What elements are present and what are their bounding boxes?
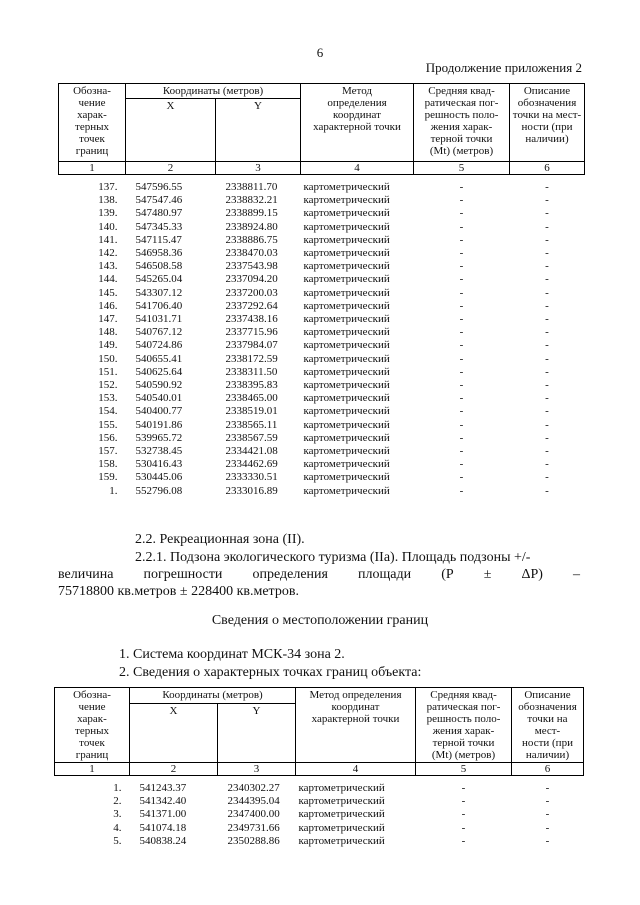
table-row — [59, 300, 585, 313]
y-coordinate-cell: 2338924.80 — [225, 220, 278, 233]
error-cell: - — [459, 313, 464, 326]
x-coordinate-cell: 539965.72 — [135, 431, 183, 444]
description-cell: - — [545, 379, 549, 392]
error-cell: - — [459, 431, 464, 444]
table-row — [59, 339, 585, 352]
y-coordinate-cell: 2338899.15 — [225, 207, 278, 220]
description-cell: - — [545, 484, 549, 497]
description-cell: - — [545, 782, 550, 794]
method-cell: картометрический — [303, 260, 390, 273]
point-number-cell: 155. — [98, 418, 118, 431]
method-cell: картометрический — [298, 821, 385, 834]
description-cell: - — [545, 392, 549, 405]
column-number: 4 — [296, 763, 416, 776]
error-cell: - — [461, 795, 466, 808]
y-coordinate-cell: 2349731.66 — [227, 821, 280, 834]
continuation-label: Продолжение приложения 2 — [425, 60, 582, 75]
list-item: 1. Система координат МСК-34 зона 2. — [119, 647, 345, 662]
y-coordinate-cell: 2338832.21 — [225, 194, 278, 207]
method-cell: картометрический — [303, 392, 390, 405]
description-cell: - — [545, 458, 549, 471]
column-number: 6 — [510, 162, 585, 175]
table-row — [59, 221, 585, 234]
description-cell: - — [545, 326, 549, 339]
error-cell: - — [459, 233, 464, 246]
header-error: Средняя квад- ратическая пог- решность поло- жения харак- терной точки (Mt) (метров) — [414, 84, 510, 162]
header-y: Y — [216, 99, 301, 162]
word: ΔP) — [521, 567, 543, 582]
error-cell: - — [459, 326, 464, 339]
point-number-cell: 137. — [98, 181, 118, 193]
x-coordinate-cell: 530445.06 — [135, 471, 183, 484]
description-cell: - — [545, 207, 549, 220]
x-coordinate-cell: 547596.55 — [135, 181, 183, 193]
x-coordinate-cell: 545265.04 — [135, 273, 183, 286]
description-cell: - — [545, 431, 549, 444]
table-row — [59, 419, 585, 432]
description-cell: - — [545, 299, 549, 312]
method-cell: картометрический — [303, 326, 390, 339]
column-number: 2 — [126, 162, 216, 175]
x-coordinate-cell: 547345.33 — [135, 220, 183, 233]
table-row — [59, 471, 585, 484]
word: ± — [483, 567, 492, 582]
point-number-cell: 150. — [98, 352, 118, 365]
table-row — [59, 366, 585, 379]
section-title: Сведения о местоположении границ — [211, 613, 429, 628]
error-cell: - — [461, 782, 466, 794]
header-x: X — [130, 704, 218, 763]
table-row — [59, 379, 585, 392]
y-coordinate-cell: 2338811.70 — [225, 181, 278, 193]
column-number-row — [55, 763, 584, 776]
description-cell: - — [545, 273, 549, 286]
point-number-cell: 139. — [98, 207, 118, 220]
coordinates-table-1 — [58, 83, 585, 498]
x-coordinate-cell: 540767.12 — [135, 326, 183, 339]
y-coordinate-cell: 2337094.20 — [225, 273, 278, 286]
method-cell: картометрический — [303, 194, 390, 207]
header-x: X — [126, 99, 216, 162]
word: величина — [58, 567, 114, 582]
y-coordinate-cell: 2338519.01 — [225, 405, 278, 418]
x-coordinate-cell: 540400.77 — [135, 405, 183, 418]
x-coordinate-cell: 547115.47 — [135, 233, 182, 246]
y-coordinate-cell: 2337984.07 — [225, 339, 278, 352]
error-cell: - — [459, 299, 464, 312]
subzone-paragraph-line — [58, 566, 580, 583]
x-coordinate-cell: 546508.58 — [135, 260, 183, 273]
zone-heading: 2.2. Рекреационная зона (II). — [135, 532, 305, 547]
table-row — [59, 247, 585, 260]
method-cell: картометрический — [303, 418, 390, 431]
x-coordinate-cell: 540191.86 — [135, 418, 183, 431]
error-cell: - — [459, 339, 464, 352]
x-coordinate-cell: 547547.46 — [135, 194, 183, 207]
table-row — [59, 273, 585, 286]
point-number-cell: 158. — [98, 458, 118, 471]
point-number-cell: 5. — [113, 834, 122, 847]
table-row — [59, 181, 585, 194]
method-cell: картометрический — [298, 834, 385, 847]
method-cell: картометрический — [303, 365, 390, 378]
y-coordinate-cell: 2333330.51 — [225, 471, 278, 484]
method-cell: картометрический — [303, 471, 390, 484]
subzone-paragraph-line: 2.2.1. Подзона экологического туризма (IIa). Площадь подзоны +/- — [135, 550, 531, 565]
x-coordinate-cell: 541074.18 — [139, 821, 187, 834]
description-cell: - — [545, 808, 550, 821]
y-coordinate-cell: 2337543.98 — [225, 260, 278, 273]
y-coordinate-cell: 2337292.64 — [225, 299, 278, 312]
page-number: 6 — [316, 45, 324, 60]
method-cell: картометрический — [303, 352, 390, 365]
header-error: Средняя квад- ратическая пог- решность поло- жения харак- терной точки (Mt) (метров) — [416, 688, 512, 763]
point-number-cell: 1. — [113, 782, 122, 794]
method-cell: картометрический — [303, 220, 390, 233]
description-cell: - — [545, 405, 549, 418]
description-cell: - — [545, 260, 549, 273]
column-number: 1 — [55, 763, 130, 776]
table-row — [59, 313, 585, 326]
point-number-cell: 146. — [98, 299, 118, 312]
column-number: 1 — [59, 162, 126, 175]
point-number-cell: 149. — [98, 339, 118, 352]
x-coordinate-cell: 552796.08 — [135, 484, 183, 497]
table-row — [59, 458, 585, 471]
column-number: 3 — [216, 162, 301, 175]
word: определения — [252, 567, 328, 582]
header-method: Метод определения координат характерной точки — [296, 688, 416, 763]
column-number: 6 — [512, 763, 584, 776]
method-cell: картометрический — [303, 405, 390, 418]
description-cell: - — [545, 194, 549, 207]
error-cell: - — [459, 379, 464, 392]
error-cell: - — [459, 418, 464, 431]
header-coordinates: Координаты (метров) — [130, 688, 296, 704]
point-number-cell: 141. — [98, 233, 118, 246]
y-coordinate-cell: 2337200.03 — [225, 286, 278, 299]
description-cell: - — [545, 365, 549, 378]
table-row — [55, 822, 584, 835]
point-number-cell: 138. — [98, 194, 118, 207]
point-number-cell: 152. — [98, 379, 118, 392]
x-coordinate-cell: 541342.40 — [139, 795, 187, 808]
error-cell: - — [459, 207, 464, 220]
list-item: 2. Сведения о характерных точках границ объекта: — [119, 665, 422, 680]
method-cell: картометрический — [303, 247, 390, 260]
description-cell: - — [545, 418, 549, 431]
description-cell: - — [545, 471, 549, 484]
description-cell: - — [545, 834, 550, 847]
x-coordinate-cell: 543307.12 — [135, 286, 183, 299]
y-coordinate-cell: 2338465.00 — [225, 392, 278, 405]
method-cell: картометрический — [303, 431, 390, 444]
header-description: Описание обозначения точки на мест- ности (при наличии) — [510, 84, 585, 162]
error-cell: - — [461, 834, 466, 847]
table-row — [59, 392, 585, 405]
error-cell: - — [459, 220, 464, 233]
point-number-cell: 151. — [98, 365, 118, 378]
header-designation: Обозна- чение харак- терных точек границ — [55, 688, 130, 763]
subzone-paragraph-line: 75718800 кв.метров ± 228400 кв.метров. — [58, 584, 299, 599]
table-row — [59, 287, 585, 300]
x-coordinate-cell: 540655.41 — [135, 352, 183, 365]
y-coordinate-cell: 2338311.50 — [225, 365, 278, 378]
method-cell: картометрический — [303, 445, 390, 458]
method-cell: картометрический — [303, 484, 390, 497]
table-row — [59, 207, 585, 220]
coordinates-table-2 — [54, 687, 584, 848]
method-cell: картометрический — [298, 782, 385, 794]
x-coordinate-cell: 530416.43 — [135, 458, 183, 471]
x-coordinate-cell: 541031.71 — [135, 313, 183, 326]
word: – — [572, 567, 580, 582]
y-coordinate-cell: 2338395.83 — [225, 379, 278, 392]
error-cell: - — [459, 352, 464, 365]
error-cell: - — [459, 471, 464, 484]
point-number-cell: 157. — [98, 445, 118, 458]
table-row — [59, 194, 585, 207]
method-cell: картометрический — [303, 181, 390, 193]
x-coordinate-cell: 540625.64 — [135, 365, 183, 378]
point-number-cell: 145. — [98, 286, 118, 299]
point-number-cell: 140. — [98, 220, 118, 233]
table-row — [59, 445, 585, 458]
y-coordinate-cell: 2337715.96 — [225, 326, 278, 339]
description-cell: - — [545, 286, 549, 299]
point-number-cell: 4. — [113, 821, 122, 834]
point-number-cell: 143. — [98, 260, 118, 273]
error-cell: - — [459, 194, 464, 207]
error-cell: - — [459, 445, 464, 458]
x-coordinate-cell: 540590.92 — [135, 379, 183, 392]
table-row — [59, 234, 585, 247]
column-number: 3 — [218, 763, 296, 776]
header-coordinates: Координаты (метров) — [126, 84, 301, 99]
y-coordinate-cell: 2338470.03 — [225, 247, 278, 260]
point-number-cell: 154. — [98, 405, 118, 418]
word: площади — [358, 567, 412, 582]
error-cell: - — [459, 484, 464, 497]
x-coordinate-cell: 540540.01 — [135, 392, 183, 405]
y-coordinate-cell: 2347400.00 — [227, 808, 280, 821]
point-number-cell: 148. — [98, 326, 118, 339]
error-cell: - — [459, 247, 464, 260]
table-row — [55, 808, 584, 821]
header-y: Y — [218, 704, 296, 763]
description-cell: - — [545, 181, 549, 193]
error-cell: - — [459, 273, 464, 286]
method-cell: картометрический — [303, 313, 390, 326]
y-coordinate-cell: 2338886.75 — [225, 233, 278, 246]
y-coordinate-cell: 2337438.16 — [225, 313, 278, 326]
y-coordinate-cell: 2333016.89 — [225, 484, 278, 497]
y-coordinate-cell: 2334421.08 — [225, 445, 278, 458]
table-row — [55, 795, 584, 808]
x-coordinate-cell: 547480.97 — [135, 207, 183, 220]
error-cell: - — [459, 260, 464, 273]
y-coordinate-cell: 2338567.59 — [225, 431, 278, 444]
x-coordinate-cell: 541706.40 — [135, 299, 183, 312]
y-coordinate-cell: 2344395.04 — [227, 795, 280, 808]
point-number-cell: 147. — [98, 313, 118, 326]
error-cell: - — [459, 286, 464, 299]
table-row — [59, 260, 585, 273]
column-number: 5 — [414, 162, 510, 175]
y-coordinate-cell: 2338172.59 — [225, 352, 278, 365]
table-row — [59, 353, 585, 366]
description-cell: - — [545, 313, 549, 326]
method-cell: картометрический — [303, 299, 390, 312]
column-number: 4 — [301, 162, 414, 175]
word: погрешности — [143, 567, 223, 582]
table-row — [59, 405, 585, 418]
y-coordinate-cell: 2350288.86 — [227, 834, 280, 847]
word: (P — [441, 567, 454, 582]
error-cell: - — [459, 458, 464, 471]
point-number-cell: 3. — [113, 808, 122, 821]
column-number-row — [59, 162, 585, 175]
description-cell: - — [545, 247, 549, 260]
point-number-cell: 153. — [98, 392, 118, 405]
point-number-cell: 156. — [98, 431, 118, 444]
table-row — [55, 835, 584, 848]
error-cell: - — [461, 808, 466, 821]
x-coordinate-cell: 540838.24 — [139, 834, 187, 847]
description-cell: - — [545, 795, 550, 808]
x-coordinate-cell: 546958.36 — [135, 247, 183, 260]
method-cell: картометрический — [303, 233, 390, 246]
description-cell: - — [545, 220, 549, 233]
x-coordinate-cell: 541243.37 — [139, 782, 187, 794]
table-body — [59, 175, 585, 498]
description-cell: - — [545, 352, 549, 365]
y-coordinate-cell: 2338565.11 — [225, 418, 278, 431]
method-cell: картометрический — [303, 379, 390, 392]
table-row — [59, 432, 585, 445]
column-number: 2 — [130, 763, 218, 776]
header-designation: Обозна- чение харак- терных точек границ — [59, 84, 126, 162]
x-coordinate-cell: 532738.45 — [135, 445, 183, 458]
method-cell: картометрический — [303, 286, 390, 299]
error-cell: - — [461, 821, 466, 834]
method-cell: картометрический — [303, 207, 390, 220]
table-row — [55, 782, 584, 795]
method-cell: картометрический — [303, 458, 390, 471]
method-cell: картометрический — [303, 273, 390, 286]
point-number-cell: 2. — [113, 795, 122, 808]
error-cell: - — [459, 392, 464, 405]
x-coordinate-cell: 541371.00 — [139, 808, 187, 821]
error-cell: - — [459, 181, 464, 193]
error-cell: - — [459, 405, 464, 418]
x-coordinate-cell: 540724.86 — [135, 339, 183, 352]
point-number-cell: 142. — [98, 247, 118, 260]
method-cell: картометрический — [298, 808, 385, 821]
y-coordinate-cell: 2340302.27 — [227, 782, 280, 794]
description-cell: - — [545, 821, 550, 834]
error-cell: - — [459, 365, 464, 378]
table-body — [55, 776, 584, 849]
description-cell: - — [545, 339, 549, 352]
method-cell: картометрический — [303, 339, 390, 352]
method-cell: картометрический — [298, 795, 385, 808]
table-row — [59, 326, 585, 339]
point-number-cell: 159. — [98, 471, 118, 484]
table-row — [59, 485, 585, 498]
description-cell: - — [545, 445, 549, 458]
column-number: 5 — [416, 763, 512, 776]
point-number-cell: 144. — [98, 273, 118, 286]
point-number-cell: 1. — [109, 484, 118, 497]
description-cell: - — [545, 233, 549, 246]
header-description: Описание обозначения точки на мест- ности (при наличии) — [512, 688, 584, 763]
header-method: Метод определения координат характерной точки — [301, 84, 414, 162]
y-coordinate-cell: 2334462.69 — [225, 458, 278, 471]
